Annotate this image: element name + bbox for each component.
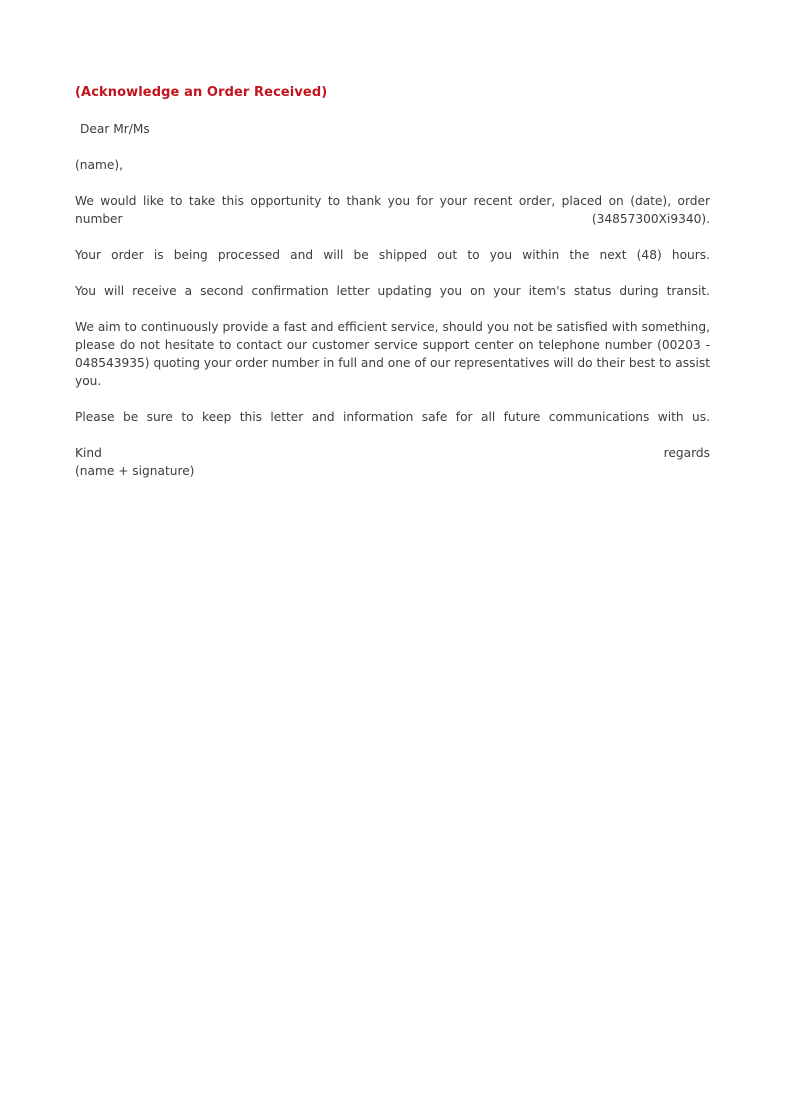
order-thanks-line-2 [75, 210, 710, 228]
signature-placeholder: (name + signature) [75, 464, 195, 478]
salutation: Dear Mr/Ms [80, 122, 150, 136]
order-thanks-line-1: We would like to take this opportunity to thank you for your recent order, placed on (date), order [75, 194, 710, 208]
letter-page [75, 84, 710, 480]
paragraph-order-thanks [75, 192, 710, 228]
closing-regards: regards [663, 446, 710, 460]
paragraph-processing: Your order is being processed and will be shipped out to you within the next (48) hours. [75, 248, 710, 262]
paragraph-keep-safe: Please be sure to keep this letter and information safe for all future communications with us. [75, 410, 710, 424]
closing-block [75, 444, 710, 480]
order-number-value: (34857300Xi9340). [591, 212, 710, 226]
paragraph-confirmation: You will receive a second confirmation letter updating you on your item's status during transit. [75, 284, 710, 298]
service-line-1: We aim to continuously provide a fast and efficient service, should you not be satisfied with something, [75, 320, 710, 334]
service-line-2: please do not hesitate to contact our customer service support center on telephone number (00203 - [75, 338, 710, 352]
letter-title: (Acknowledge an Order Received) [75, 85, 328, 100]
recipient-name-placeholder: (name), [75, 158, 123, 172]
order-number-label: number [75, 212, 123, 226]
service-line-3: 048543935) quoting your order number in full and one of our representatives will do their best to assist [75, 356, 710, 370]
closing-kind: Kind [75, 446, 102, 460]
service-line-4: you. [75, 374, 102, 388]
closing-line [75, 444, 710, 462]
paragraph-service [75, 318, 710, 390]
